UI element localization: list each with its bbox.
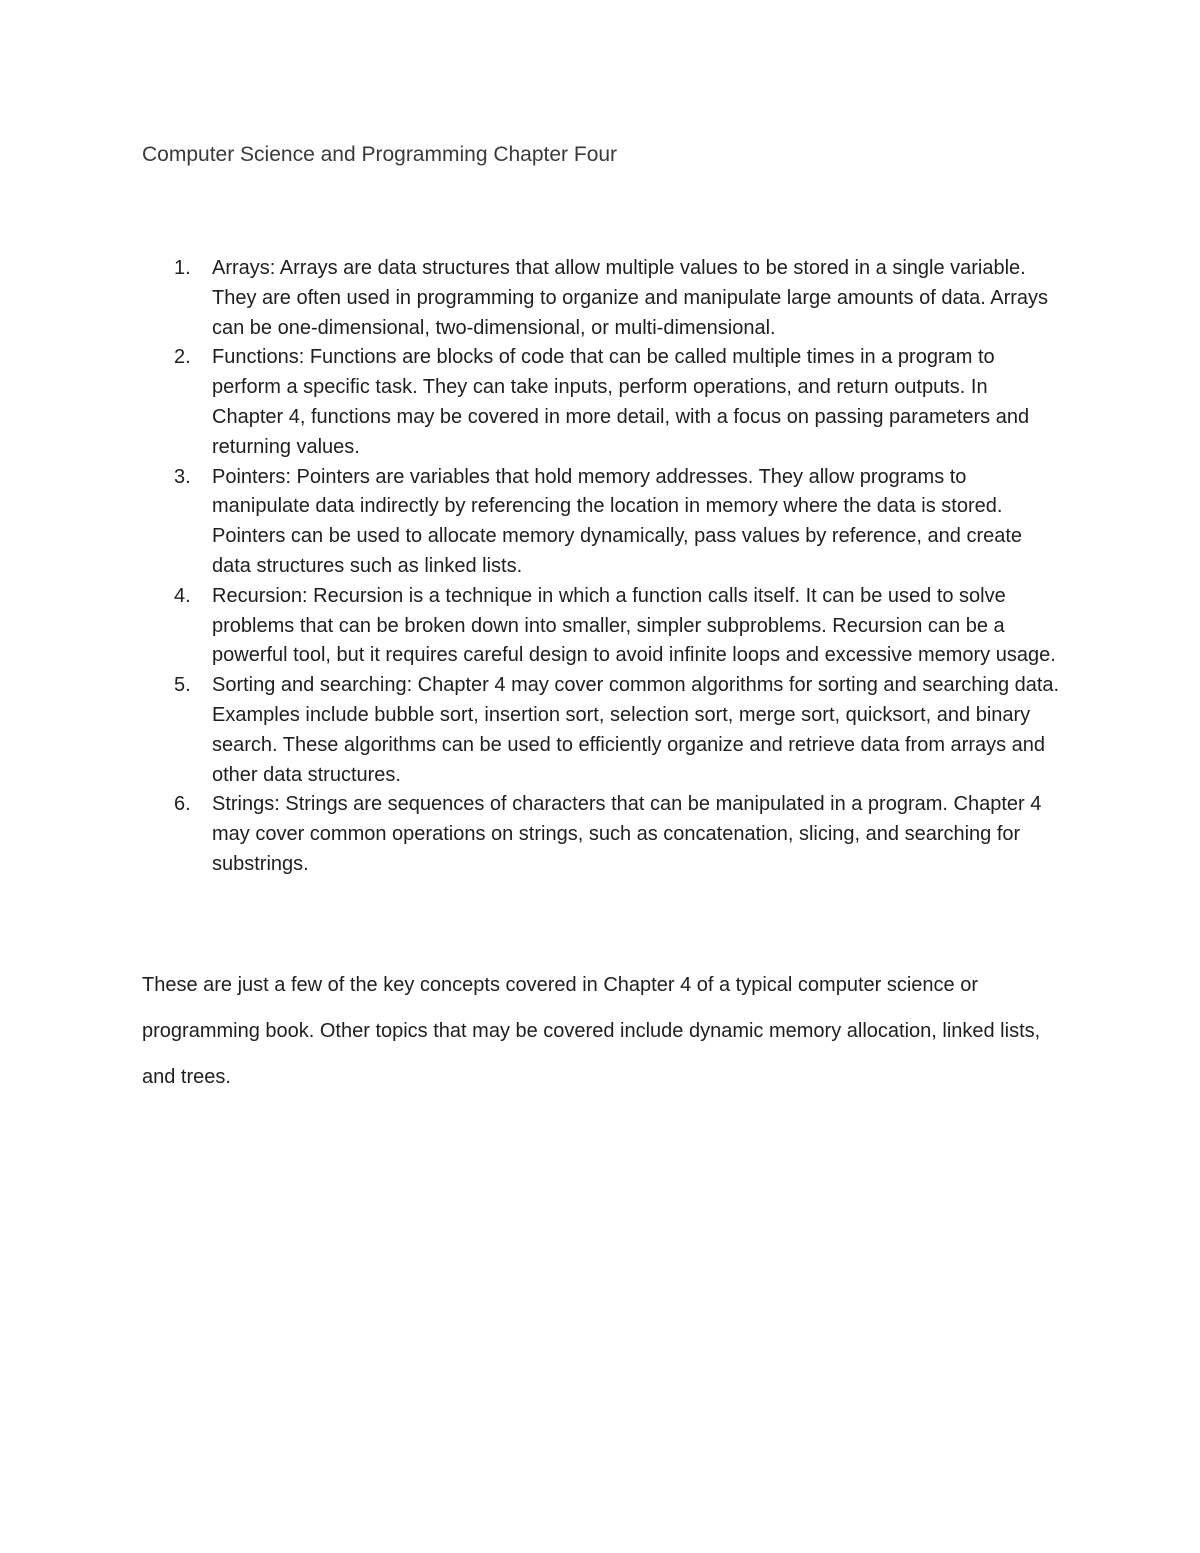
summary-paragraph: These are just a few of the key concepts covered in Chapter 4 of a typical computer science or programming book. Other topics that may be covered include dynamic memory allocation, linked lists, and trees.: [142, 974, 1041, 1088]
list-item-text: Strings: Strings are sequences of characters that can be manipulated in a program. Chapter 4 may cover common operations on strings, such as concatenation, slicing, and searching for substrings.: [212, 793, 1042, 875]
list-item: [0, 790, 1062, 879]
list-item: [0, 582, 1062, 671]
list-item-number: 1.: [174, 257, 191, 279]
list-item: [0, 463, 1062, 582]
list-item-number: 2.: [174, 346, 191, 369]
list-item-text: Sorting and searching: Chapter 4 may cover common algorithms for sorting and searching data. Examples include bubble sort, insertion sort, selection sort, merge sort, quicksort, and binary search. These algorithms can be used to efficiently organize and retrieve data from arrays and other data structures.: [212, 674, 1060, 786]
list-item-number: 4.: [174, 584, 191, 607]
list-item-text: Pointers: Pointers are variables that hold memory addresses. They allow programs to manipulate data indirectly by referencing the location in memory where the data is stored. Pointers can be used to allocate memory dynamically, pass values by reference, and create data structures such as linked lists.: [212, 465, 1023, 577]
list-item-number: 3.: [174, 465, 191, 488]
list-item-text: Recursion: Recursion is a technique in which a function calls itself. It can be used to solve problems that can be broken down into smaller, simpler subproblems. Recursion can be a powerful tool, but it requires careful design to avoid infinite loops and excessive memory usage.: [212, 584, 1056, 667]
topic-list: [0, 254, 1200, 880]
list-item-number: 5.: [174, 674, 191, 697]
list-item: [0, 671, 1062, 790]
document-title: Computer Science and Programming Chapter Four: [142, 143, 618, 166]
list-item-text: Functions: Functions are blocks of code that can be called multiple times in a program to perform a specific task. They can take inputs, perform operations, and return outputs. In Chapter 4, functions may be covered in more detail, with a focus on passing parameters and returning values.: [212, 346, 1030, 458]
list-item-text: Arrays: Arrays are data structures that allow multiple values to be stored in a single variable. They are often used in programming to organize and manipulate large amounts of data. Arrays can be one-dimensional, two-dimensional, or multi-dimensional.: [212, 257, 1049, 339]
list-item: [0, 254, 1062, 343]
list-item: [0, 343, 1062, 462]
list-item-number: 6.: [174, 793, 191, 816]
